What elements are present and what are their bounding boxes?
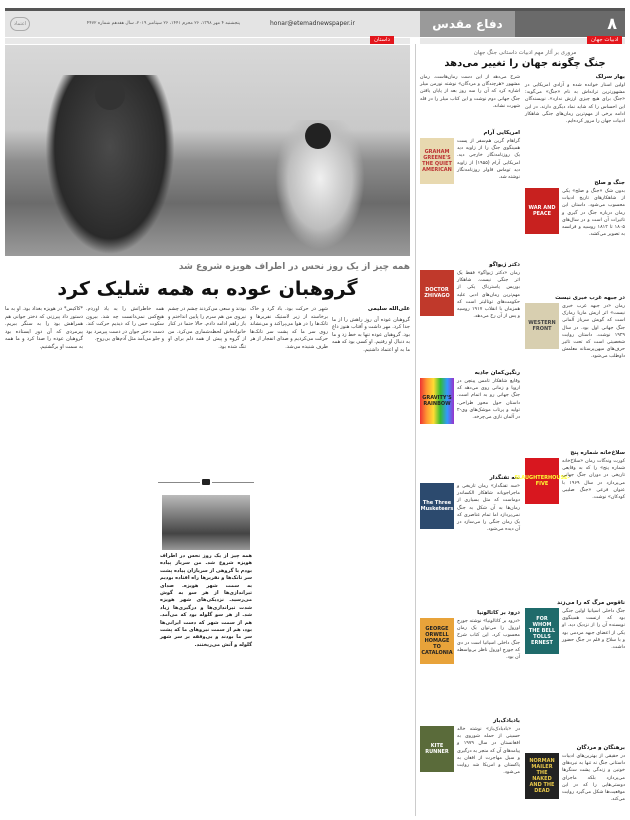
book-title: بادبادک‌باز bbox=[493, 718, 520, 724]
book-title: سه تفنگدار bbox=[489, 475, 520, 481]
world-title: جنگ چگونه جهان را تغییر می‌دهد bbox=[444, 58, 606, 69]
world-author: بهار سرلک bbox=[595, 74, 625, 80]
book-text: بدون شک «جنگ و صلح» یکی از شاهکارهای تاریخ ادبیات محسوب می‌شود. داستان این رمان درباره جنگ در گیری و تاثیرات آن است و در سال‌های ۱۸۰۵ تا ۱۸۱۲ روسیه و فرانسه به تصویر می‌کشد. bbox=[562, 189, 625, 238]
story-author: علی‌الله سلیمی bbox=[367, 306, 410, 312]
book-text: وقایع شاهکار تامس پینچن در اروپا و زمانی روی می‌دهد که جنگ جهانی رو به اتمام است. داستان حول محور طراحی، تولید و پرتاب موشک‌های وی-۲ در آلمان نازی می‌چرخد. bbox=[457, 379, 520, 421]
world-lit-tag: ادبیات جهان bbox=[587, 36, 622, 44]
world-intro-right bbox=[525, 74, 625, 125]
book-slaughterhouse-five bbox=[514, 450, 625, 506]
story-column-2 bbox=[250, 306, 328, 478]
story-text: گروهبان عوده آن روز راهش را از ما جدا کرد. مهر داشت و آفتاب هنوز داغ بود. گروهبان عوده تنها به خط زد و ما به دنبال او رفتیم. او کسی بود که همه ما به او اعتماد داشتیم. bbox=[332, 316, 410, 353]
book-war-and-peace bbox=[525, 180, 625, 238]
book-kite-runner bbox=[420, 718, 520, 776]
book-three-musketeers bbox=[420, 475, 520, 533]
story-bar bbox=[5, 38, 410, 44]
quote-icon bbox=[200, 477, 212, 487]
inset-photo bbox=[162, 495, 250, 550]
book-cover: KITE RUNNER bbox=[420, 726, 454, 772]
story-headline: گروهبان عوده به همه شلیک کرد bbox=[57, 278, 358, 300]
newspaper-logo: اعتماد bbox=[10, 17, 30, 31]
story-column-4 bbox=[86, 306, 164, 816]
intro-text: اولین اسنار خوانده شده و آزادی امریکایی در مشهورترین ترانه‌اش به نام «جنگ» می‌گوید: «جنگ برای هیچ چیزی ارزش ندارد». نویسندگان این احساس را که شاید نماد دیگری دارند. در این ادامه برخی از مهم‌ترین رمان‌های جنگی شاهکار ادبیات جهان را مرور کرده‌ایم. bbox=[525, 83, 625, 125]
story-column-5 bbox=[5, 306, 83, 816]
book-title: سلاخ‌خانه شماره پنج bbox=[570, 450, 625, 456]
story-tag: داستان bbox=[370, 36, 394, 44]
book-cover: The Three Musketeers bbox=[420, 483, 454, 529]
book-title: برهنگان و مردگان bbox=[576, 745, 625, 751]
world-intro-left bbox=[420, 74, 520, 110]
book-text: رمان «در جبهه غرب خبری نیست» اثر اریش ماریا رمارک است که گویش سرباز آلمانی جنگ جهانی اول بود. در سال ۱۹۲۹ نوشت. داستان روایت شخصیتی است که تحت تاثیر حرف‌های میهن‌پرستانه معلمش داوطلب می‌شود. bbox=[562, 304, 625, 360]
book-quiet-american bbox=[420, 130, 520, 186]
book-for-whom-bell-tolls bbox=[525, 600, 625, 656]
page-number: ۸ bbox=[515, 11, 625, 37]
book-cover: NORMAN MAILER THE NAKED AND THE DEAD bbox=[525, 753, 559, 799]
divider bbox=[415, 44, 416, 816]
book-title: درود بر کاتالونیا bbox=[477, 610, 520, 616]
book-western-front bbox=[525, 295, 625, 361]
book-cover: GRAHAM GREENE'S THE QUIET AMERICAN bbox=[420, 138, 454, 184]
story-column-1 bbox=[332, 306, 410, 816]
book-cover: WESTERN FRONT bbox=[525, 303, 559, 349]
book-naked-and-dead bbox=[525, 745, 625, 803]
book-text: گراهام گرین هم‌سفر از پست همینگوی جنگ را از زاویه دید یک روزنامه‌نگار خارجی دید. امریکایی آرام (۱۹۵۵) از زاویه دید توماس فاولر روزنامه‌نگار نوشته شد. bbox=[457, 139, 520, 181]
book-cover: GEORGE ORWELL HOMAGE TO CATALONIA bbox=[420, 618, 454, 664]
story-text: بودند و سعی می‌کردند چشم در چشم نیروی من هم سرم را پایین انداختم و باز راهم ادامه دادم. حالا حتما در کنار خانواده‌اش لحظه‌شماری می‌کرد. من از گروه و پیش از همه دلم برای او تنگ شده بود. bbox=[168, 306, 246, 350]
book-title: دکتر ژیواگو bbox=[489, 262, 520, 268]
book-text: کورت ونه‌گات رمان «سلاخ‌خانه شماره پنج» را که به وقایعی تاریخی در دوران جنگ جهانی می‌پردازد در سال ۱۹۶۹ با عنوان فرعی «جنگ صلیبی کودکان» نوشت. bbox=[562, 459, 625, 501]
section-title: دفاع مقدس bbox=[420, 11, 515, 37]
book-cover: FOR WHOM THE BELL TOLLS ERNEST bbox=[525, 608, 559, 654]
book-text: «درود بر کاتالونیا» نوشته جورج اورول را می‌توان یک رمان محسوب کرد. این کتاب شرح جنگ داخلی اسپانیا است در دی که جورج اورول ناظر بی‌واسطه آن بود. bbox=[457, 619, 520, 661]
book-cover: WAR AND PEACE bbox=[525, 188, 559, 234]
main-photo bbox=[5, 45, 410, 256]
story-subhead: همه چیز از یک روز نحس در اطراف هویزه شروع شد bbox=[178, 262, 410, 272]
book-cover: SLAUGHTERHOUSE-FIVE bbox=[525, 458, 559, 504]
book-title: رنگین‌کمان جاذبه bbox=[474, 370, 520, 376]
book-doctor-zhivago bbox=[420, 262, 520, 320]
world-kicker: مروری بر آثار مهم ادبیات داستانی جنگ جهان bbox=[473, 50, 577, 56]
inset-box bbox=[158, 482, 254, 648]
book-title: در جبهه غرب خبری نیست bbox=[555, 295, 625, 301]
book-title: ناقوس مرگ که را می‌زند bbox=[557, 600, 625, 606]
soldier-head bbox=[95, 80, 125, 110]
book-text: «سه تفنگدار» رمان تاریخی و ماجراجویانه شاهکار الکساندر دوماست که مثل بسیاری از رمان‌ها به آن شکل به جنگ نمی‌پردازد اما تمام عناصری که یک رمان جنگی را می‌سازد در آن دیده می‌شود. bbox=[457, 484, 520, 533]
story-text: شهر در حرکت بود. باد گرد و خاک برخاسته از زیر لاستیک نفربرها و تانک‌ها را در هوا می‌پراکند و می‌نشاند روی سر ما که پشت سر تانک‌ها حرکت می‌کردیم و صدای انفجار از هر طرف شنیده می‌شد. bbox=[250, 306, 328, 350]
issue-date: پنجشنبه ۴ مهر ۱۳۹۸، ۲۶ محرم ۱۴۴۱، ۲۶ سپتامبر ۲۰۱۹، سال هفدهم شماره ۴۴۷۲ bbox=[86, 21, 240, 26]
book-gravitys-rainbow bbox=[420, 370, 520, 426]
book-cover: GRAVITY'S RAINBOW bbox=[420, 378, 454, 424]
email-link[interactable]: honar@etemadnewspaper.ir bbox=[270, 20, 355, 27]
intro-text: شرح می‌دهد از این دست رمان‌هاست. رمان مشهور «هرچندگان و مردگان» نوشته نورمن میلر اشاره کرد که آن را سه روز بعد از پایان یافتن جنگ جهانی دوم نوشت و این کتاب میلر را در قله شهرت نشاند. bbox=[420, 75, 520, 109]
old-man-head bbox=[305, 123, 331, 149]
story-text: *کاکیس* در هویزه بغداد بود. او به ما دستور داد پیرزنی که دختر جوانی هم همراهش بود را به سنگر ببریم. پیرمردی که آن دور ایستاده بود گروهبان عوده را صدا کرد و ما همه به سمت او برگشتیم. bbox=[5, 306, 83, 350]
page-header bbox=[5, 11, 625, 37]
book-text: در حقیقی از بهترین‌های ادبیات داستانی جنگ نه تنها به نبردهای خونین و زندگی پشت سنگرها می‌پردازد بلکه ماجرای دوستی‌هایی را که در این موقعیت‌ها شکل می‌گیرد روایت می‌کند. bbox=[562, 754, 625, 803]
inset-caption: همه چیز از یک روز نحس در اطراف هویزه شروع شد. من سرباز پیاده بودم با گروهی از سربازان پیاده پشت سر تانک‌ها و نفربرها راه افتاده بودیم به سمت شهر هویزه. صدای تیراندازی‌ها از هر سو به گوش می‌رسید. نزدیکی‌های شهر هویزه شدت تیراندازی‌ها و درگیری‌ها زیاد شد. از هر سو گلوله بود که می‌آمد. هم از سمت شهر که دست ایرانی‌ها بود، هم از سمت نیروهای ما که پشت سر ما بودند و بی‌وقفه بر سر شهر گلوله و آتش می‌ریختند. bbox=[160, 553, 252, 648]
book-title: جنگ و صلح bbox=[594, 180, 625, 186]
book-homage-catalonia bbox=[420, 610, 520, 666]
book-text: جنگ داخلی اسپانیا اولین جنگی بود که ارنست همینگوی نویسنده آن را از نزدیک دید. او یکی از اعضای جبهه مردمی بود و با سلاح و قلم در جنگ حضور داشت. bbox=[562, 609, 625, 651]
book-text: رمان «دکتر ژیواگو» فقط یک اثر جنگی نیست. شاهکار بوریس پاسترناک یکی از مهم‌ترین رمان‌های ادبی علیه حکومت‌های توتالیتر است که همزمان با انقلاب ۱۹۱۷ روسیه و پس از آن رخ می‌دهد. bbox=[457, 271, 520, 320]
book-text: در «بادبادک‌باز» نوشته خالد حسینی از حمله شوروی به افغانستان در سال ۱۹۷۹ و پیامدهای آن که منجر به درگیری و سیل مهاجرت از افغان به پاکستان و امریکا شد روایت می‌شود. bbox=[457, 727, 520, 776]
story-column-3 bbox=[168, 306, 246, 478]
book-cover: DOCTOR ZHIVAGO bbox=[420, 270, 454, 316]
story-text: همه خاطراتش را به یاد آوردم. هیچ‌کس نمی‌دانست چه شد. بیرون سکوت حس را که دیدیم حرکت کند. دست دختر جوان در دست پیرمرد بود و جلو می‌آمد مثل آدم‌های بی‌روح. bbox=[86, 306, 164, 343]
book-title: امریکایی آرام bbox=[483, 130, 520, 136]
